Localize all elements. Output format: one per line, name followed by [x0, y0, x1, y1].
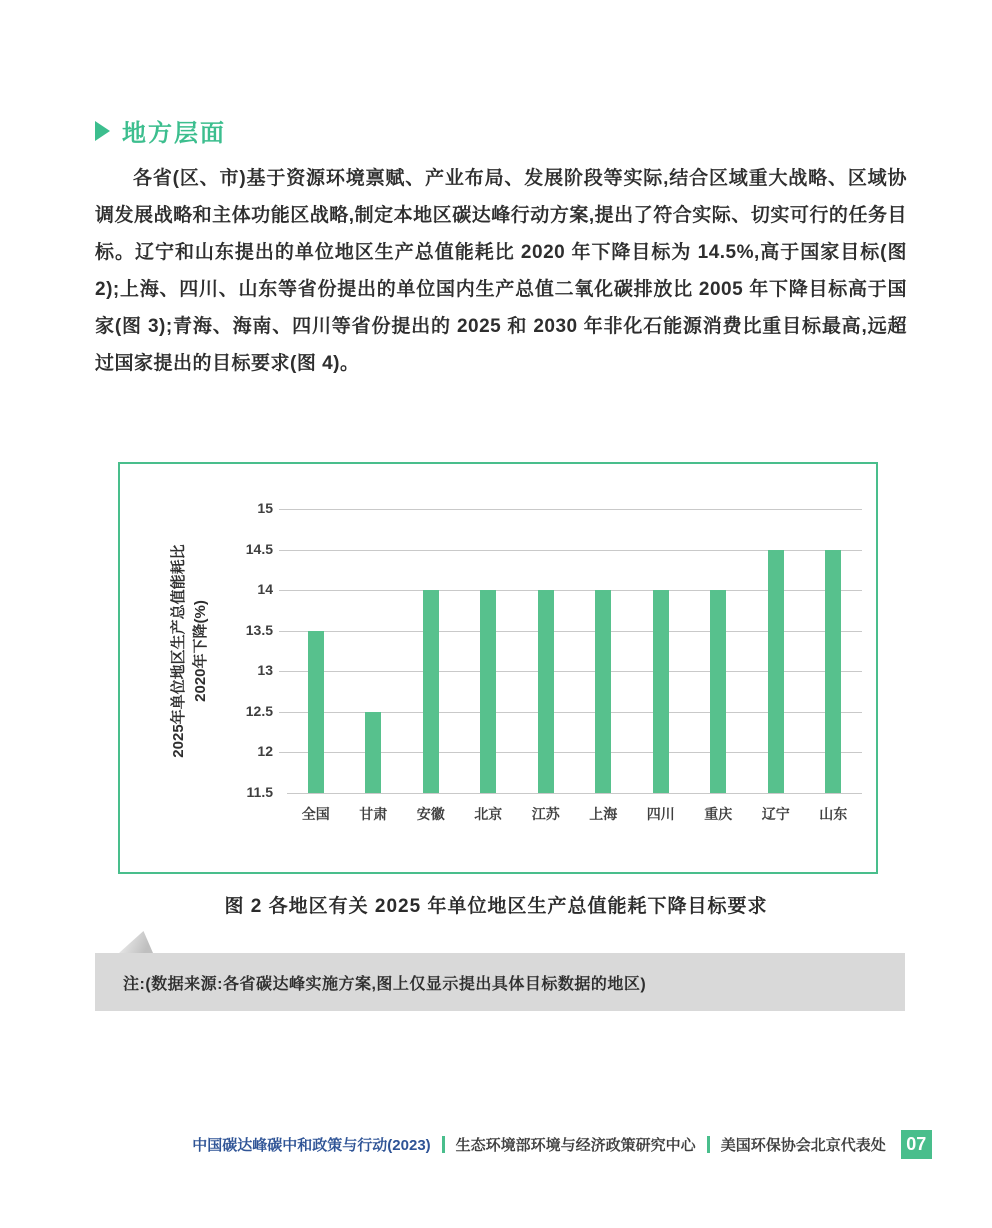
y-tick-label: 13.5 — [245, 621, 273, 638]
y-tick-label: 12.5 — [245, 702, 273, 719]
y-tick-label: 15 — [257, 500, 273, 516]
section-header — [95, 113, 226, 148]
x-tick-label: 北京 — [474, 806, 503, 822]
y-axis-title — [168, 544, 212, 757]
figure-box — [118, 462, 878, 874]
x-tick-label: 辽宁 — [761, 806, 790, 822]
note-box — [95, 953, 905, 1011]
bar-江苏 — [538, 590, 554, 793]
y-tick-label: 11.5 — [246, 784, 273, 800]
x-tick-label: 四川 — [646, 806, 675, 822]
y-axis-title-line1: 2025年单位地区生产总值能耗比 — [170, 544, 187, 758]
bar-辽宁 — [768, 550, 784, 793]
note-text: 注:(数据来源:各省碳达峰实施方案,图上仅显示提出具体目标数据的地区) — [123, 975, 647, 993]
x-tick-label: 安徽 — [416, 806, 445, 822]
y-tick-label: 14 — [257, 581, 273, 598]
page-footer — [66, 1130, 992, 1159]
note-fold-decoration — [119, 931, 153, 953]
section-title: 地方层面 — [122, 120, 226, 147]
x-tick-label: 江苏 — [531, 806, 560, 822]
gridline — [279, 509, 862, 510]
figure-caption: 图 2 各地区有关 2025 年单位地区生产总值能耗下降目标要求 — [224, 896, 768, 917]
x-tick-label: 甘肃 — [359, 806, 388, 822]
y-tick-label: 12 — [257, 743, 273, 760]
x-tick-label: 重庆 — [704, 806, 733, 822]
y-axis-title-line2: 2020年下降(%) — [192, 600, 209, 702]
x-axis-labels — [287, 804, 862, 824]
x-tick-label: 上海 — [589, 806, 618, 822]
x-tick-label: 山东 — [819, 806, 848, 822]
page-number-badge: 07 — [901, 1130, 932, 1159]
bar-甘肃 — [365, 712, 381, 793]
x-tick-label: 全国 — [301, 806, 330, 822]
bar-重庆 — [710, 590, 726, 793]
bar-北京 — [480, 590, 496, 793]
footer-doc-title: 中国碳达峰碳中和政策与行动(2023) — [192, 1137, 431, 1154]
plot-area — [287, 509, 862, 794]
bar-四川 — [653, 590, 669, 793]
footer-org-1: 生态环境部环境与经济政策研究中心 — [455, 1137, 696, 1154]
y-axis-ticks — [215, 500, 273, 800]
footer-separator — [442, 1136, 445, 1153]
bar-山东 — [825, 550, 841, 793]
bar-安徽 — [423, 590, 439, 793]
footer-separator — [707, 1136, 710, 1153]
footer-org-2: 美国环保协会北京代表处 — [720, 1137, 886, 1154]
bar-上海 — [595, 590, 611, 793]
right-triangle-icon — [95, 121, 110, 141]
bar-全国 — [308, 631, 324, 793]
body-paragraph: 各省(区、市)基于资源环境禀赋、产业布局、发展阶段等实际,结合区域重大战略、区域协调发展战略和主体功能区战略,制定本地区碳达峰行动方案,提出了符合实际、切实可行的任务目标。辽宁和山东提出的单位地区生产总值能耗比 2020 年下降目标为 14.5%,高于国家目标(图 2);上海、四川、山东等省份提出的单位国内生产总值二氧化碳排放比 2005 年下降目标高于国家(图 3);青海、海南、四川等省份提出的 2025 和 2030 年非化石能源消费比重目标最高,远超过国家提出的目标要求(图 4)。 — [95, 168, 907, 374]
y-tick-label: 14.5 — [245, 540, 273, 557]
y-tick-label: 13 — [257, 662, 273, 679]
